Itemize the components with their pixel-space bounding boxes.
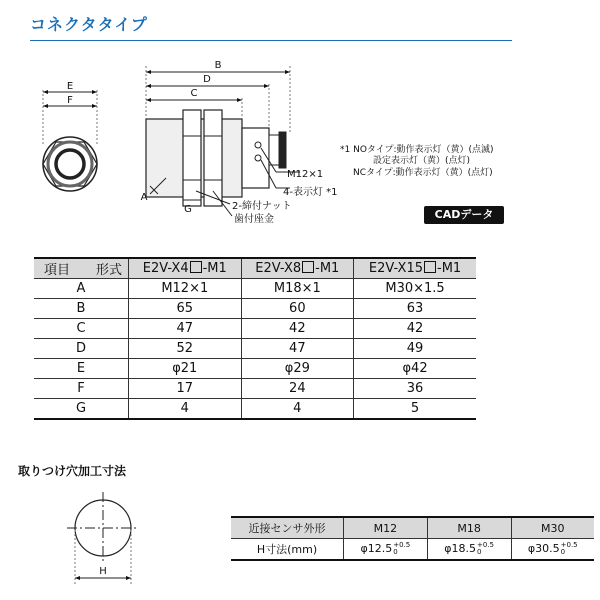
note-nc-type: NCタイプ:動作表示灯（黄）(点灯) bbox=[353, 168, 493, 178]
label-d: D bbox=[203, 74, 211, 85]
table-row: E φ21 φ29 φ42 bbox=[34, 359, 476, 379]
label-h: H bbox=[99, 566, 107, 577]
connector-pins bbox=[269, 135, 279, 165]
mount-hole-drawing bbox=[50, 490, 160, 590]
label-a: A bbox=[140, 192, 148, 203]
table-header-row bbox=[34, 258, 476, 279]
hole-size-m18: φ18.5+0.5 0 bbox=[427, 539, 511, 561]
sensor-dimension-drawing bbox=[0, 44, 420, 234]
section-title: コネクタタイプ bbox=[30, 15, 148, 34]
title-rule bbox=[30, 40, 512, 41]
label-c: C bbox=[190, 88, 198, 99]
nut-outer-circle bbox=[43, 137, 97, 191]
header-model-x8: E2V-X8 -M1 bbox=[241, 258, 354, 279]
washer-label: 歯付座金 bbox=[234, 214, 274, 225]
header-item-type: 項目 形式 bbox=[34, 258, 129, 279]
table-row: D 52 47 49 bbox=[34, 339, 476, 359]
header-model-x15: E2V-X15 -M1 bbox=[354, 258, 476, 279]
label-b: B bbox=[214, 60, 222, 71]
note-no-type-setting: 設定表示灯（黄）(点灯) bbox=[373, 156, 471, 166]
table-row: C 47 42 42 bbox=[34, 319, 476, 339]
mount-hole-table bbox=[231, 516, 594, 561]
hole-size-m12: φ12.5+0.5 0 bbox=[344, 539, 428, 561]
hole-size-m30: φ30.5+0.5 0 bbox=[511, 539, 594, 561]
mount-hole-title: 取りつけ穴加工寸法 bbox=[18, 464, 127, 478]
nut-label: 2-締付ナット bbox=[232, 201, 292, 212]
hole-table-header: 近接センサ外形 M12 M18 M30 bbox=[231, 517, 594, 539]
table-row: B 65 60 63 bbox=[34, 299, 476, 319]
thread-label: M12×1 bbox=[287, 169, 324, 180]
table-row: F 17 24 36 bbox=[34, 379, 476, 399]
cad-data-button[interactable]: CADデータ bbox=[424, 206, 504, 224]
table-row: H寸法(mm) φ12.5+0.5 0 φ18.5+0.5 0 φ30.5+0.5 0 bbox=[231, 539, 594, 561]
label-e: E bbox=[66, 81, 74, 92]
table-row: A M12×1 M18×1 M30×1.5 bbox=[34, 279, 476, 299]
sensor-face bbox=[56, 150, 84, 178]
table-row: G 4 4 5 bbox=[34, 399, 476, 420]
header-model-x4: E2V-X4 -M1 bbox=[129, 258, 242, 279]
label-f: F bbox=[67, 95, 73, 106]
indicator-label: 4-表示灯 *1 bbox=[283, 187, 338, 198]
label-g: G bbox=[184, 204, 192, 215]
note-no-type: *1 NOタイプ:動作表示灯（黄）(点滅) bbox=[340, 145, 494, 155]
dimension-table bbox=[34, 257, 476, 420]
connector-cap bbox=[279, 132, 286, 168]
